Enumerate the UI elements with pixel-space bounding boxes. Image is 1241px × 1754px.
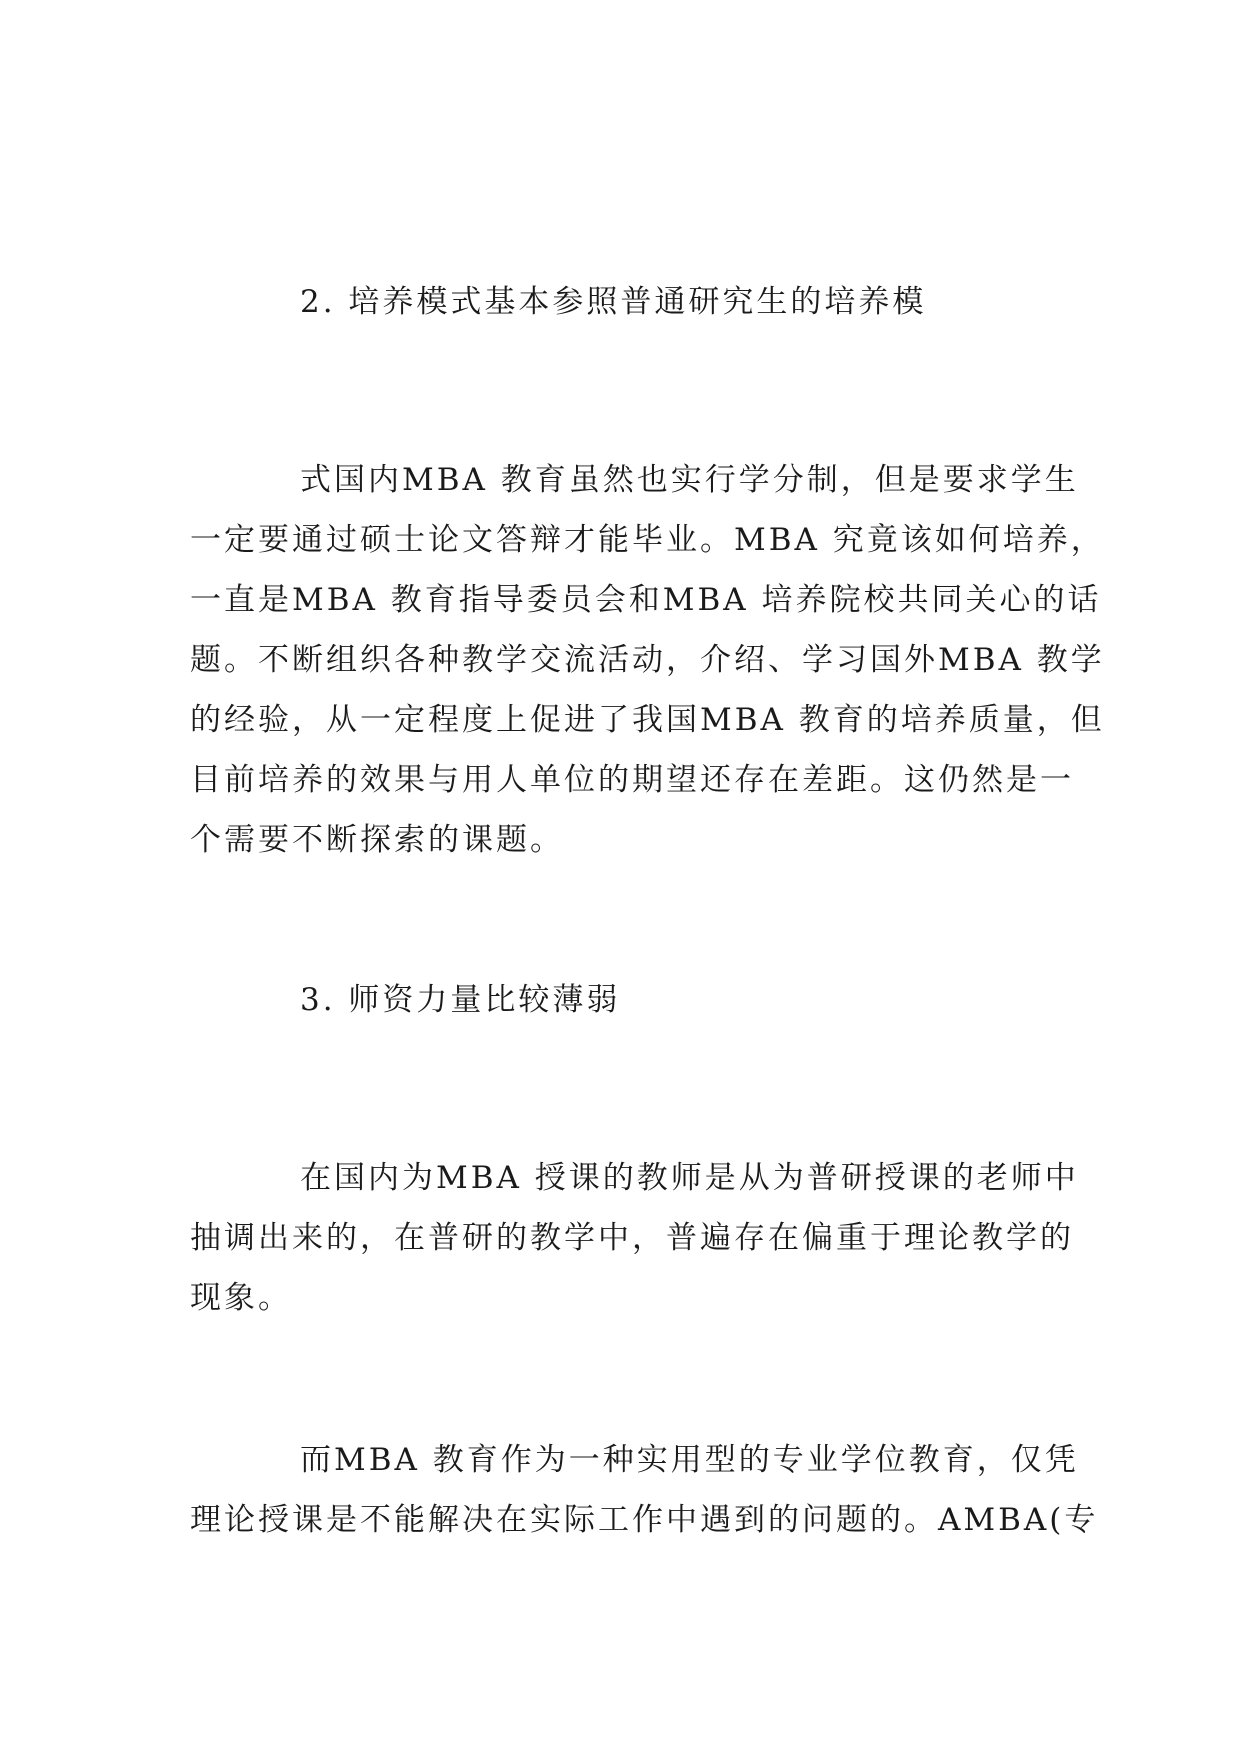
text-line: 理论授课是不能解决在实际工作中遇到的问题的。AMBA(专 [190,1502,1099,1538]
text-line: 一直是MBA 教育指导委员会和MBA 培养院校共同关心的话 [190,582,1102,618]
text-line: 式国内MBA 教育虽然也实行学分制，但是要求学生 [300,462,1079,498]
text-line: 题。不断组织各种教学交流活动，介绍、学习国外MBA 教学 [190,642,1105,678]
text-line: 的经验，从一定程度上促进了我国MBA 教育的培养质量，但 [190,702,1105,738]
text-line: 而MBA 教育作为一种实用型的专业学位教育，仅凭 [300,1442,1079,1478]
section-heading-2: 2. 培养模式基本参照普通研究生的培养模 [300,284,927,320]
text-line: 一定要通过硕士论文答辩才能毕业。MBA 究竟该如何培养， [190,522,1105,558]
section-heading-3: 3. 师资力量比较薄弱 [300,982,621,1018]
text-line: 现象。 [190,1280,292,1316]
text-line: 抽调出来的，在普研的教学中，普遍存在偏重于理论教学的 [190,1220,1074,1256]
text-line: 个需要不断探索的课题。 [190,822,564,858]
text-line: 在国内为MBA 授课的教师是从为普研授课的老师中 [300,1160,1079,1196]
text-line: 目前培养的效果与用人单位的期望还存在差距。这仍然是一 [190,762,1074,798]
